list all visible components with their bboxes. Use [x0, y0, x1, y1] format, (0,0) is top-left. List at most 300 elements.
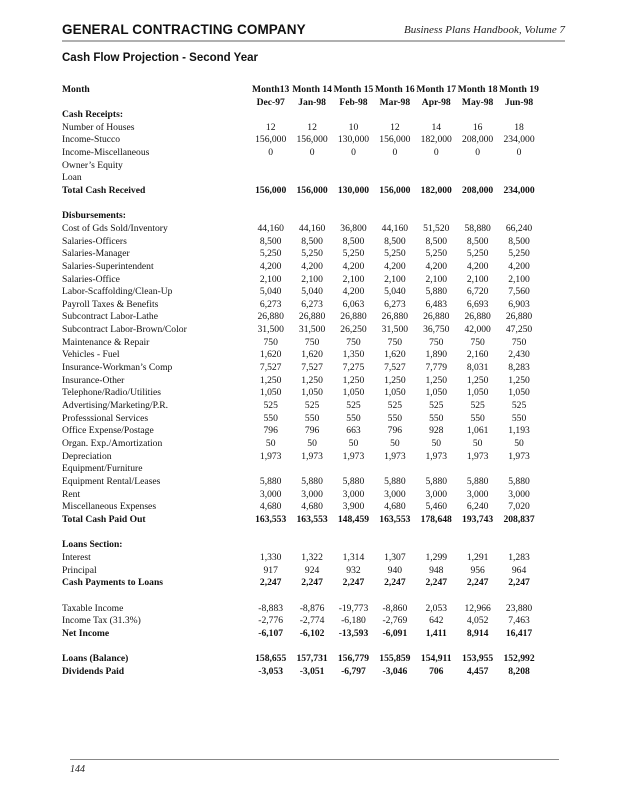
cell-value: 16	[472, 121, 483, 133]
cell-value: 2,100	[259, 273, 282, 285]
balance-row	[62, 653, 540, 666]
table-row	[62, 147, 540, 160]
cell-value: 663	[346, 425, 361, 437]
cell-value: 1,973	[342, 450, 365, 462]
cell-value: 14	[431, 121, 442, 133]
cell-value: 2,100	[508, 273, 530, 285]
cell-value	[250, 539, 291, 552]
cell-value: 51,520	[423, 222, 450, 234]
cell-value	[374, 172, 415, 185]
cell-value: -3,053	[258, 665, 284, 677]
cell-value: 2,100	[425, 273, 448, 285]
cell-value: 6,483	[425, 298, 448, 310]
cash-flow-table	[62, 83, 540, 678]
cell-value: 182,000	[420, 134, 452, 146]
cell-value: 6,693	[466, 298, 489, 310]
cell-value	[333, 160, 374, 173]
cell-value: 4,200	[508, 260, 530, 272]
cell-value	[498, 590, 539, 603]
balance-row-label: Loans (Balance)	[62, 653, 129, 665]
table-row-label: Insurance-Workman’s Comp	[62, 362, 173, 374]
cell-value: -13,593	[338, 627, 369, 639]
cell-value: 8,208	[508, 665, 530, 677]
cell-value: 750	[263, 336, 278, 348]
table-row-label: Office Expense/Postage	[62, 425, 154, 437]
cell-value: 154,911	[420, 653, 452, 665]
cell-value	[416, 641, 457, 654]
cell-value: 193,743	[462, 513, 494, 525]
cell-value: 1,050	[342, 387, 365, 399]
cell-value: 234,000	[503, 134, 535, 146]
cell-value	[333, 172, 374, 185]
cell-value: 152,992	[503, 653, 535, 665]
cell-value	[498, 172, 539, 185]
cell-value: 706	[429, 665, 444, 677]
cell-value: 42,000	[464, 324, 491, 336]
cell-value: -6,797	[341, 665, 366, 677]
cell-value: 5,250	[301, 248, 323, 260]
cell-value: 26,880	[340, 311, 367, 323]
cell-value: 750	[346, 336, 361, 348]
cell-value: 1,973	[301, 450, 323, 462]
cell-value: 31,500	[298, 324, 326, 336]
table-row	[62, 261, 540, 274]
cell-value: -8,876	[299, 602, 325, 614]
cell-value: 796	[304, 425, 320, 437]
cell-value: 2,100	[466, 273, 489, 285]
cell-value: 550	[511, 412, 527, 424]
cell-value: 7,020	[508, 501, 530, 513]
cell-value: 5,880	[425, 286, 448, 298]
cell-value: 1,050	[508, 387, 530, 399]
cell-value: 1,291	[466, 551, 489, 563]
cell-value: 550	[470, 412, 485, 424]
cell-value: 163,553	[296, 513, 328, 525]
cell-value: -8,860	[382, 602, 408, 614]
cell-value: 12,966	[464, 602, 491, 614]
cell-value: 2,100	[342, 273, 365, 285]
cell-value: -2,774	[299, 615, 325, 627]
cell-value: 208,000	[462, 184, 494, 196]
cell-value	[250, 590, 291, 603]
cell-value: 26,250	[340, 324, 367, 336]
table-row	[62, 489, 540, 502]
cell-value: 4,200	[384, 260, 406, 272]
cell-value	[498, 463, 539, 476]
cell-value: 7,527	[384, 362, 406, 374]
cell-value: 156,000	[255, 134, 287, 146]
cell-value: 1,973	[259, 450, 282, 462]
table-row-label: Owner’s Equity	[62, 159, 123, 171]
section-heading-receipts	[62, 109, 540, 122]
cell-value	[291, 198, 332, 211]
cell-value	[250, 109, 291, 122]
table-row-label: Miscellaneous Expenses	[62, 501, 157, 513]
cell-value: 5,040	[259, 286, 282, 298]
cell-value: 4,200	[425, 260, 448, 272]
table-row	[62, 223, 540, 236]
cell-value	[498, 641, 539, 654]
cell-value: 7,560	[508, 286, 530, 298]
total-row-label: Total Cash Paid Out	[62, 513, 146, 525]
table-row-label: Maintenance & Repair	[62, 336, 150, 348]
cell-value	[250, 641, 291, 654]
cell-value: 157,731	[296, 653, 328, 665]
spacer-row-label	[62, 641, 250, 654]
cell-value: 1,050	[466, 387, 489, 399]
cell-value: 8,500	[259, 235, 282, 247]
cell-value: 44,160	[298, 222, 326, 234]
cell-value: 158,655	[255, 653, 287, 665]
cell-value	[291, 527, 332, 540]
cell-value: 525	[387, 400, 403, 412]
cell-value	[457, 160, 498, 173]
cell-value: 31,500	[381, 324, 409, 336]
cell-value	[291, 463, 332, 476]
section-heading-disbursements-label: Disbursements:	[62, 210, 126, 222]
table-row-label: Salaries-Officers	[62, 235, 127, 247]
cell-value: 58,880	[464, 222, 491, 234]
cell-value: 1,193	[508, 425, 530, 437]
cell-value	[416, 109, 457, 122]
cell-value: 8,500	[384, 235, 406, 247]
cell-value: 928	[429, 425, 444, 437]
page-number: 144	[70, 764, 85, 775]
table-row-label: Vehicles - Fuel	[62, 349, 120, 361]
balance-row	[62, 666, 540, 679]
cell-value	[250, 210, 291, 223]
cell-value: 16,417	[505, 627, 533, 639]
cell-value	[374, 641, 415, 654]
cell-value: 1,973	[508, 450, 530, 462]
cell-value: 948	[429, 564, 444, 576]
cell-value: 750	[387, 336, 403, 348]
cell-value: 5,250	[384, 248, 406, 260]
cell-value	[457, 198, 498, 211]
cell-value: 0	[433, 146, 439, 158]
cell-value: 5,250	[466, 248, 489, 260]
cell-value: 36,800	[340, 222, 367, 234]
cell-value: 2,247	[342, 577, 365, 589]
cell-value	[374, 463, 415, 476]
table-row-label: Depreciation	[62, 450, 112, 462]
cell-value: 153,955	[462, 653, 494, 665]
table-row	[62, 413, 540, 426]
cell-value: 1,890	[425, 349, 448, 361]
cell-value	[457, 590, 498, 603]
cell-value: 26,880	[423, 311, 450, 323]
cell-value: 156,000	[296, 184, 328, 196]
cell-value: 642	[429, 615, 444, 627]
table-row	[62, 337, 540, 350]
cell-value: 148,459	[337, 513, 370, 525]
cell-value: 3,000	[508, 488, 530, 500]
table-row-label: Taxable Income	[62, 602, 124, 614]
cell-value: 26,880	[505, 311, 533, 323]
cell-value: 1,299	[425, 551, 448, 563]
cell-value: 5,040	[384, 286, 406, 298]
cell-value	[333, 641, 374, 654]
cell-value: 932	[346, 564, 361, 576]
cell-value: 5,250	[342, 248, 365, 260]
cell-value: 525	[429, 400, 444, 412]
total-row	[62, 577, 540, 590]
cell-value: 1,250	[301, 374, 323, 386]
cell-value: 23,880	[505, 602, 533, 614]
total-row-label: Net Income	[62, 627, 110, 639]
cell-value: 156,000	[379, 134, 411, 146]
cell-value	[333, 590, 374, 603]
table-row-label: Cost of Gds Sold/Inventory	[62, 222, 168, 234]
cell-value	[291, 210, 332, 223]
cell-value: 924	[304, 564, 320, 576]
header-rule	[62, 40, 565, 42]
table-row	[62, 565, 540, 578]
cell-value	[416, 463, 457, 476]
cell-value: 1,322	[301, 551, 323, 563]
cell-value: 1,283	[508, 551, 530, 563]
cell-value	[291, 590, 332, 603]
cell-value: 8,500	[508, 235, 530, 247]
cell-value: -6,107	[258, 627, 284, 639]
table-row-label: Professsional Services	[62, 412, 149, 424]
cell-value: 1,350	[342, 349, 365, 361]
cell-value	[498, 527, 539, 540]
cell-value	[333, 463, 374, 476]
month-header-row	[62, 83, 540, 96]
table-row-label: Advertising/Marketing/P.R.	[62, 400, 169, 412]
table-row-label: Labor-Scaffolding/Clean-Up	[62, 286, 173, 298]
cell-value: 525	[511, 400, 527, 412]
date-col-header: Jan-98	[298, 97, 326, 108]
cell-value: 4,680	[259, 501, 282, 513]
cell-value: 6,720	[466, 286, 489, 298]
cell-value	[457, 210, 498, 223]
table-row	[62, 451, 540, 464]
cell-value: 917	[263, 564, 278, 576]
cell-value: 1,620	[384, 349, 406, 361]
cell-value: -2,769	[382, 615, 408, 627]
cell-value: 2,247	[508, 577, 530, 589]
total-row	[62, 185, 540, 198]
cell-value: 5,880	[466, 476, 489, 488]
table-row-label: Payroll Taxes & Benefits	[62, 298, 159, 310]
cell-value: 2,053	[425, 602, 448, 614]
cell-value: 796	[263, 425, 278, 437]
cell-value: 208,837	[503, 513, 535, 525]
spacer-row-label	[62, 527, 250, 540]
cell-value: 5,250	[425, 248, 448, 260]
cell-value	[498, 198, 539, 211]
cell-value: 750	[470, 336, 485, 348]
section-heading-loans-label: Loans Section:	[62, 539, 123, 551]
cell-value	[250, 198, 291, 211]
cell-value: -2,776	[258, 615, 284, 627]
cell-value: 156,000	[255, 184, 287, 196]
table-row-label: Income Tax (31.3%)	[62, 615, 141, 627]
date-col-header: Jun-98	[504, 97, 534, 108]
cell-value: 0	[516, 146, 522, 158]
cell-value: 5,880	[508, 476, 530, 488]
cell-value: -6,091	[382, 627, 408, 639]
month-col-header: Month 19	[499, 84, 539, 95]
cell-value	[457, 539, 498, 552]
cell-value: 44,160	[381, 222, 409, 234]
table-row-label: Subcontract Labor-Lathe	[62, 311, 158, 323]
cell-value: 26,880	[298, 311, 326, 323]
cell-value: 1,061	[466, 425, 489, 437]
spacer-row-label	[62, 590, 250, 603]
cell-value: 130,000	[337, 184, 370, 196]
cell-value: 3,000	[425, 488, 448, 500]
month-col-header: Month 17	[416, 84, 457, 95]
date-header-row	[62, 96, 540, 109]
cell-value: 5,880	[301, 476, 323, 488]
cell-value: 8,283	[508, 362, 530, 374]
cell-value: 5,880	[425, 476, 448, 488]
cell-value: 7,779	[425, 362, 448, 374]
cell-value: 8,914	[466, 627, 489, 639]
cell-value: 2,247	[384, 577, 406, 589]
cell-value: 6,240	[466, 501, 489, 513]
cell-value	[374, 198, 415, 211]
cell-value	[498, 109, 539, 122]
cell-value: 50	[265, 438, 276, 450]
cell-value: 2,247	[466, 577, 489, 589]
cell-value: 7,275	[342, 362, 365, 374]
cell-value: 550	[346, 412, 361, 424]
cell-value: 156,779	[337, 653, 370, 665]
table-row	[62, 349, 540, 362]
cell-value: 50	[390, 438, 400, 450]
cell-value: 12	[307, 121, 317, 133]
cell-value	[457, 527, 498, 540]
cell-value	[416, 210, 457, 223]
cell-value	[291, 641, 332, 654]
table-row	[62, 311, 540, 324]
cell-value: 44,160	[257, 222, 284, 234]
cell-value	[250, 463, 291, 476]
spacer-row	[62, 198, 540, 211]
table-row	[62, 274, 540, 287]
cell-value: 5,880	[384, 476, 406, 488]
table-row-label: Telephone/Radio/Utilities	[62, 387, 161, 399]
month-col-header: Month13	[252, 84, 290, 95]
table-row	[62, 248, 540, 261]
cell-value: 7,527	[301, 362, 323, 374]
section-heading-receipts-label: Cash Receipts:	[62, 109, 124, 120]
cell-value: 1,314	[342, 551, 365, 563]
cell-value: 0	[268, 146, 274, 158]
date-col-header: Feb-98	[339, 97, 368, 108]
cell-value	[498, 210, 539, 223]
cell-value: -3,051	[299, 665, 325, 677]
cell-value: 0	[392, 146, 398, 158]
cell-value	[374, 160, 415, 173]
date-col-header: May-98	[461, 97, 494, 108]
total-row-label: Total Cash Received	[62, 184, 146, 196]
table-row	[62, 615, 540, 628]
cell-value	[416, 160, 457, 173]
cell-value: 956	[470, 564, 485, 576]
cell-value: 130,000	[337, 134, 370, 146]
cell-value	[374, 527, 415, 540]
cell-value: -6,180	[341, 615, 366, 627]
cell-value: 550	[263, 412, 278, 424]
table-row-label: Salaries-Office	[62, 273, 120, 285]
cell-value: -3,046	[382, 665, 408, 677]
cell-value: 750	[304, 336, 320, 348]
running-header-company: GENERAL CONTRACTING COMPANY	[62, 22, 306, 37]
table-row	[62, 286, 540, 299]
table-row	[62, 463, 540, 476]
spacer-row-label	[62, 198, 250, 211]
table-row	[62, 425, 540, 438]
cell-value	[250, 160, 291, 173]
cell-value: 550	[304, 412, 320, 424]
cell-value: 2,247	[301, 577, 323, 589]
cell-value: 2,247	[259, 577, 282, 589]
table-row	[62, 400, 540, 413]
date-col-header: Apr-98	[421, 97, 451, 108]
cell-value: 4,680	[301, 501, 323, 513]
cell-value	[498, 160, 539, 173]
cell-value: 163,553	[379, 513, 411, 525]
cell-value: 4,200	[259, 260, 282, 272]
cell-value: 163,553	[255, 513, 287, 525]
cell-value: 155,859	[379, 653, 411, 665]
cell-value: 6,273	[384, 298, 406, 310]
cell-value	[416, 590, 457, 603]
cell-value: 4,457	[466, 665, 489, 677]
cell-value: 1,050	[425, 387, 448, 399]
cell-value: 5,250	[259, 248, 282, 260]
cell-value: -8,883	[258, 602, 284, 614]
cell-value: 1,973	[466, 450, 489, 462]
cell-value: 1,973	[384, 450, 406, 462]
cell-value: 5,880	[259, 476, 282, 488]
date-col-header: Dec-97	[256, 97, 285, 108]
table-row-label: Equipment Rental/Leases	[62, 476, 161, 488]
spacer-row	[62, 527, 540, 540]
cell-value: -6,102	[299, 627, 325, 639]
cell-value: 1,973	[425, 450, 448, 462]
month-col-header: Month 16	[375, 84, 415, 95]
balance-row-label: Dividends Paid	[62, 665, 125, 677]
cell-value: 26,880	[257, 311, 284, 323]
cell-value: 3,000	[259, 488, 282, 500]
cell-value: 8,500	[425, 235, 448, 247]
cell-value: 1,620	[301, 349, 323, 361]
table-row	[62, 160, 540, 173]
cell-value: 156,000	[296, 134, 328, 146]
cell-value: 8,031	[466, 362, 489, 374]
cell-value	[250, 527, 291, 540]
cell-value: 0	[351, 146, 356, 158]
cell-value	[416, 539, 457, 552]
table-row	[62, 476, 540, 489]
cell-value: 1,250	[508, 374, 530, 386]
cell-value	[333, 109, 374, 122]
cell-value: 525	[346, 400, 361, 412]
cell-value: 1,050	[384, 387, 406, 399]
cell-value	[498, 539, 539, 552]
cell-value	[374, 539, 415, 552]
month-col-header: Month 14	[292, 84, 332, 95]
table-row	[62, 172, 540, 185]
cell-value: 1,050	[259, 387, 282, 399]
cell-value: 6,273	[301, 298, 323, 310]
